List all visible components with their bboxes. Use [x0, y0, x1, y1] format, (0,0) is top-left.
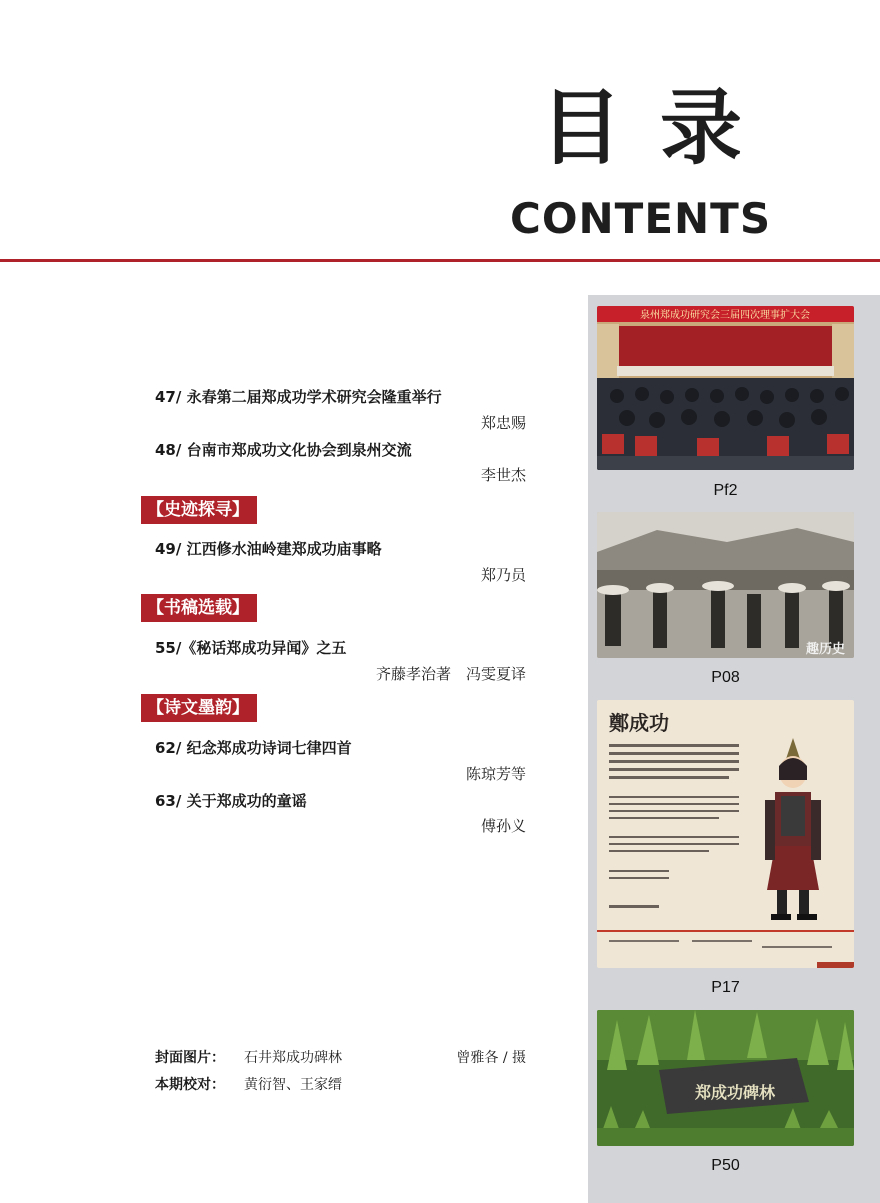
thumbnail-label-p50: P50	[711, 1157, 740, 1174]
toc-author-63: 傅孙义	[480, 817, 526, 835]
toc-entry-63[interactable]: 63/ 关于郑成功的童谣	[155, 792, 307, 810]
toc-author-62: 陈琼芳等	[465, 765, 526, 783]
toc-entry-48[interactable]: 48/ 台南市郑成功文化协会到泉州交流	[155, 441, 412, 459]
toc-author-55: 齐藤孝治著 冯雯夏译	[375, 665, 526, 683]
meeting-banner-text: 泉州郑成功研究会三届四次理事扩大会	[640, 310, 810, 321]
stele-photo-thumbnail[interactable]	[597, 1010, 854, 1146]
historical-photo-thumbnail[interactable]	[597, 512, 854, 658]
cover-photographer: 曾雅各 / 摄	[456, 1050, 526, 1066]
section-header-shugao: 【书稿选载】	[141, 594, 257, 622]
section-header-shiji: 【史迹探寻】	[141, 496, 257, 524]
cover-credit-label: 封面图片：	[155, 1050, 225, 1066]
historical-watermark: 趣历史	[805, 642, 845, 657]
header-divider	[0, 259, 880, 262]
exhibit-panel-photo-icon	[597, 700, 854, 968]
toc-author-49: 郑乃员	[480, 566, 526, 584]
stele-photo-icon	[597, 1010, 854, 1146]
exhibit-panel-title: 鄭成功	[609, 711, 669, 735]
cover-credit-value: 石井郑成功碑林	[244, 1050, 342, 1066]
thumbnail-label-p17: P17	[711, 979, 740, 996]
toc-author-48: 李世杰	[480, 466, 526, 484]
toc-author-47: 郑忠赐	[480, 414, 526, 432]
proofreader-value: 黄衍智、王家缙	[244, 1077, 342, 1093]
meeting-photo-icon	[597, 306, 854, 470]
proofreader-label: 本期校对：	[155, 1077, 225, 1093]
section-header-shiwen: 【诗文墨韵】	[141, 694, 257, 722]
toc-entry-47[interactable]: 47/ 永春第二届郑成功学术研究会隆重举行	[155, 388, 442, 406]
stele-inscription: 郑成功碑林	[694, 1083, 776, 1102]
historical-photo-icon	[597, 512, 854, 658]
toc-entry-55[interactable]: 55/《秘话郑成功异闻》之五	[155, 639, 347, 657]
thumbnail-label-p08: P08	[711, 669, 740, 686]
meeting-photo-thumbnail[interactable]	[597, 306, 854, 470]
toc-entry-62[interactable]: 62/ 纪念郑成功诗词七律四首	[155, 739, 352, 757]
toc-entry-49[interactable]: 49/ 江西修水油岭建郑成功庙事略	[155, 540, 382, 558]
thumbnail-label-pf2: Pf2	[713, 482, 738, 499]
exhibit-panel-thumbnail[interactable]	[597, 700, 854, 968]
page-title-cn: 目录	[540, 81, 781, 176]
page-title-en: CONTENTS	[510, 194, 772, 243]
